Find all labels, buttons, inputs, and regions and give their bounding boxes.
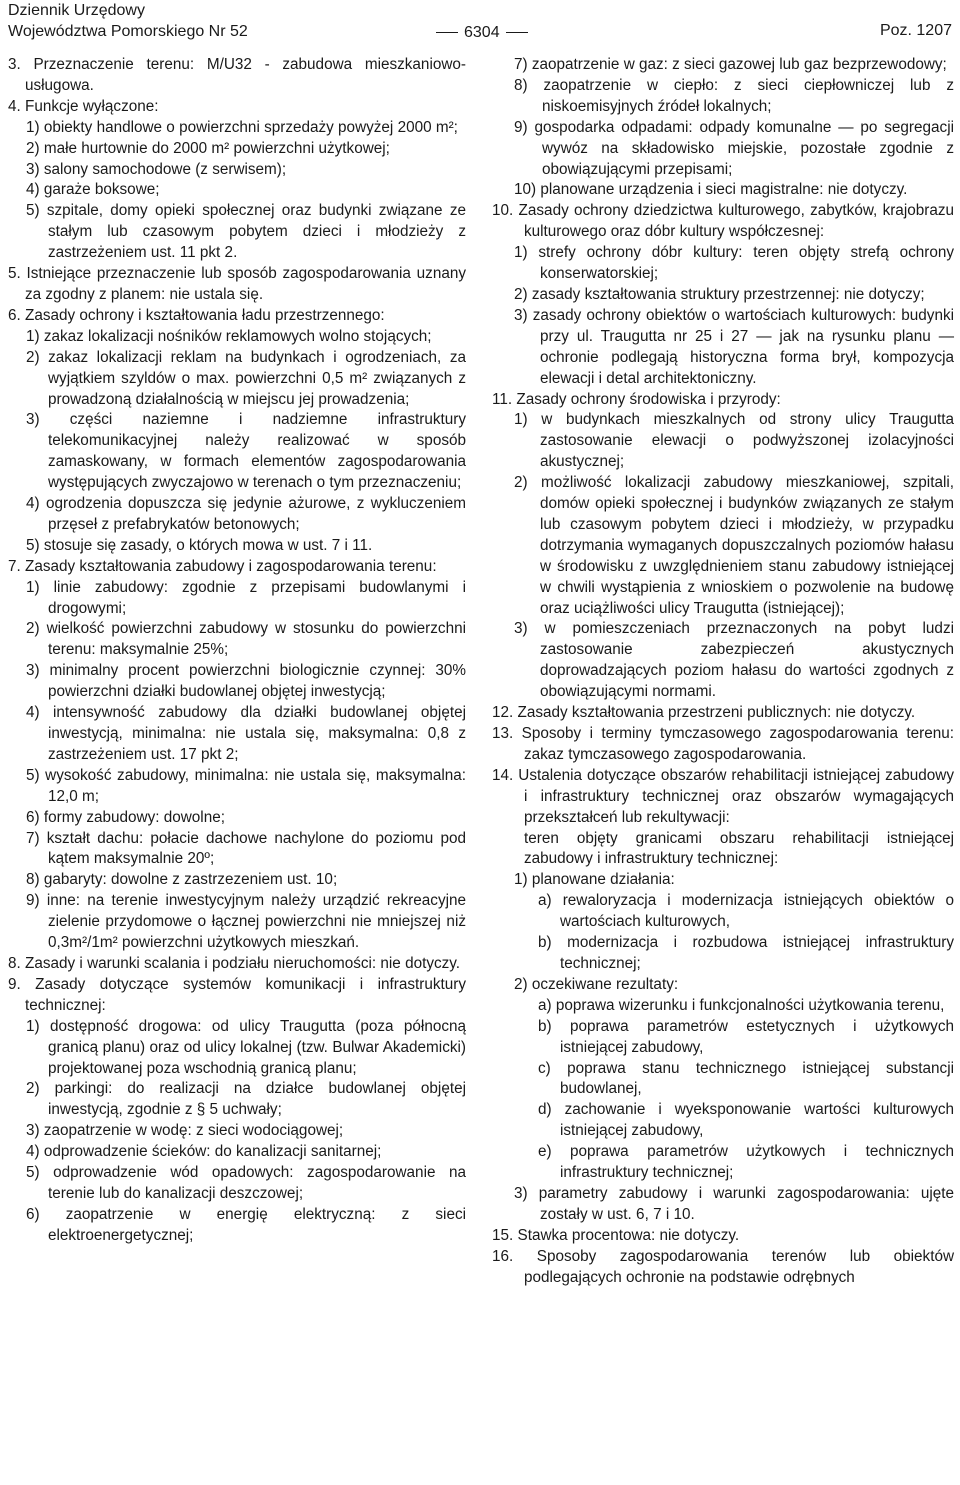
paragraph: 8) gabaryty: dowolne z zastrzezeniem ust. 10; <box>26 871 338 889</box>
paragraph: 2) wielkość powierzchni zabudowy w stosunku do powierzchni terenu: maksymalnie 25%; <box>26 620 466 659</box>
paragraph: 7. Zasady kształtowania zabudowy i zagospodarowania terenu: <box>8 557 437 575</box>
paragraph: 2) zasady kształtowania struktury przestrzennej: nie dotyczy; <box>514 285 925 303</box>
paragraph: 1) w budynkach mieszkalnych od strony ulicy Traugutta zastosowanie elewacji o podwyższonej izolacyjności akustycznej; <box>514 411 954 471</box>
paragraph: d) zachowanie i wyeksponowanie wartości kulturowych istniejącej zabudowy, <box>538 1101 954 1140</box>
paragraph: 1) obiekty handlowe o powierzchni sprzedaży powyżej 2000 m²; <box>26 118 458 136</box>
paragraph: 10) planowane urządzenia i sieci magistralne: nie dotyczy. <box>514 181 908 199</box>
paragraph: 5) odprowadzenie wód opadowych: zagospodarowanie na terenie lub do kanalizacji deszczowej; <box>26 1164 466 1202</box>
paragraph: b) poprawa parametrów estetycznych i użytkowych istniejącej zabudowy, <box>538 1017 954 1056</box>
paragraph: 9. Zasady dotyczące systemów komunikacji i infrastruktury technicznej: <box>8 975 466 1014</box>
paragraph: 2) możliwość lokalizacji zabudowy mieszkaniowej, szpitali, domów opieki społecznej i budynków związanych ze stałym lub czasowym pobytem dzieci i młodzieży, w przypadku dotrzymania wymaganych dopuszczalnych poziomów hałasu w środowisku z uwzględnieniem stanu zabudowy istniejącej w chwili wystąpienia z wnioskiem o pozwolenie na budowę oraz uciążliwości ulicy Traugutta (istniejącej); <box>514 474 954 617</box>
journal-title: Dziennik Urzędowy <box>8 2 145 19</box>
paragraph: 3. Przeznaczenie terenu: M/U32 - zabudowa mieszkaniowo-usługowa. <box>8 56 466 94</box>
paragraph: a) rewaloryzacja i modernizacja istniejących obiektów o wartościach kulturowych, <box>538 892 954 931</box>
paragraph: 7) zaopatrzenie w gaz: z sieci gazowej lub gaz bezprzewodowy; <box>514 56 947 73</box>
paragraph: 7) kształt dachu: połacie dachowe nachylone do poziomu pod kątem maksymalnie 20º; <box>26 829 466 868</box>
paragraph: teren objęty granicami obszaru rehabilitacji istniejącej zabudowy i infrastruktury technicznej: <box>524 829 954 868</box>
header-left <box>8 0 248 42</box>
paragraph: 6) formy zabudowy: dowolne; <box>26 808 225 826</box>
voivodeship-issue: Województwa Pomorskiego Nr 52 <box>8 23 248 40</box>
paragraph: 3) minimalny procent powierzchni biologicznie czynnej: 30% powierzchni działki budowlanej objętej inwestycją; <box>26 662 466 701</box>
paragraph: 2) zakaz lokalizacji reklam na budynkach i ogrodzeniach, za wyjątkiem szyldów o max. powierzchni 0,5 m² związanych z prowadzoną działalnością w miejscu jej prowadzenia; <box>26 348 466 408</box>
paragraph: 3) w pomieszczeniach przeznaczonych na pobyt ludzi zastosowanie zabezpieczeń akustycznych doprowadzających poziom hałasu do wartości zgodnych z obowiązującymi normami. <box>514 620 954 701</box>
paragraph: 3) zaopatrzenie w wodę: z sieci wodociągowej; <box>26 1122 344 1140</box>
paragraph: 2) małe hurtownie do 2000 m² powierzchni użytkowej; <box>26 139 390 157</box>
paragraph: 6. Zasady ochrony i kształtowania ładu przestrzennego: <box>8 306 385 324</box>
paragraph: b) modernizacja i rozbudowa istniejącej infrastruktury technicznej; <box>538 934 954 972</box>
paragraph: 5. Istniejące przeznaczenie lub sposób zagospodarowania uznany za zgodny z planem: nie ustala się. <box>8 265 466 303</box>
position-number: Poz. 1207 <box>879 22 952 39</box>
paragraph: 1) linie zabudowy: zgodnie z przepisami budowlanymi i drogowymi; <box>26 578 466 617</box>
paragraph: 16. Sposoby zagospodarowania terenów lub obiektów podlegających ochronie na podstawie odrębnych <box>492 1247 954 1286</box>
paragraph: 11. Zasady ochrony środowiska i przyrody: <box>492 390 781 408</box>
paragraph: c) poprawa stanu technicznego istniejącej substancji budowlanej, <box>538 1059 954 1098</box>
paragraph: 10. Zasady ochrony dziedzictwa kulturowego, zabytków, krajobrazu kulturowego oraz dóbr kultury współczesnej: <box>492 202 954 241</box>
paragraph: 5) stosuje się zasady, o których mowa w ust. 7 i 11. <box>26 536 373 554</box>
paragraph: 3) parametry zabudowy i warunki zagospodarowania: ujęte zostały w ust. 6, 7 i 10. <box>514 1184 954 1223</box>
paragraph: 8) zaopatrzenie w ciepło: z sieci ciepłowniczej lub z niskoemisyjnych źródeł lokalnych; <box>514 76 954 115</box>
paragraph: 5) szpitale, domy opieki społecznej oraz budynki związane ze stałym lub czasowym pobytem dzieci i młodzieży z zastrzeżeniem ust. 11 pkt 2. <box>26 202 466 262</box>
paragraph: 1) zakaz lokalizacji nośników reklamowych wolno stojących; <box>26 327 432 345</box>
paragraph: 6) zaopatrzenie w energię elektryczną: z sieci elektroenergetycznej; <box>26 1205 466 1244</box>
paragraph: 2) oczekiwane rezultaty: <box>514 975 679 993</box>
paragraph: 3) zasady ochrony obiektów o wartościach kulturowych: budynki przy ul. Traugutta nr 25 i 27 — jak na rysunku planu — ochronie podlegają historyczna forma brył, kompozycja elewacji i detal architektoniczny. <box>514 306 954 387</box>
paragraph: 1) dostępność drogowa: od ulicy Traugutta (poza północną granicą planu) oraz od ulicy lokalnej (tzw. Bulwar Akademicki) projektowanej poza wschodnią granicą planu; <box>26 1017 466 1077</box>
left-column <box>8 55 466 1247</box>
paragraph: 1) planowane działania: <box>514 871 675 889</box>
paragraph: 3) części naziemne i nadziemne infrastruktury telekomunikacyjnej należy realizować w sposób zamaskowany, w formach elementów zagospodarowania występujących zwyczajowo w terenach o tym przeznaczeniu; <box>26 411 466 492</box>
paragraph: 14. Ustalenia dotyczące obszarów rehabilitacji istniejącej zabudowy i infrastruktury technicznej oraz obszarów wymagających przekształceń lub rekultywacji: <box>492 766 954 826</box>
paragraph: 4. Funkcje wyłączone: <box>8 97 159 115</box>
right-column <box>492 55 954 1288</box>
paragraph: 2) parkingi: do realizacji na działce budowlanej objętej inwestycją, zgodnie z § 5 uchwały; <box>26 1080 466 1119</box>
paragraph: 4) garaże boksowe; <box>26 181 160 199</box>
paragraph: e) poprawa parametrów użytkowych i technicznych infrastruktury technicznej; <box>538 1143 954 1182</box>
paragraph: 13. Sposoby i terminy tymczasowego zagospodarowania terenu: zakaz tymczasowego zagospodarowania. <box>492 725 954 763</box>
paragraph: a) poprawa wizerunku i funkcjonalności użytkowania terenu, <box>538 996 945 1014</box>
paragraph: 8. Zasady i warunki scalania i podziału nieruchomości: nie dotyczy. <box>8 954 461 972</box>
paragraph: 12. Zasady kształtowania przestrzeni publicznych: nie dotyczy. <box>492 704 916 722</box>
paragraph: 9) gospodarka odpadami: odpady komunalne — po segregacji wywóz na składowisko miejskie, pozostałe zgodnie z obowiązującymi przepisami; <box>514 118 954 178</box>
paragraph: 4) intensywność zabudowy dla działki budowlanej objętej inwestycją, minimalna: nie ustala się, maksymalna: 0,8 z zastrzeżeniem ust. 17 pkt 2; <box>26 704 466 763</box>
page-header <box>0 0 960 44</box>
paragraph: 4) odprowadzenie ścieków: do kanalizacji sanitarnej; <box>26 1143 382 1161</box>
paragraph: 4) ogrodzenia dopuszcza się jedynie ażurowe, z wykluczeniem przęseł z prefabrykatów betonowych; <box>26 495 466 533</box>
paragraph: 9) inne: na terenie inwestycyjnym należy urządzić rekreacyjne zielenie przydomowe o łącznej powierzchni nie mniejszej niż 0,3m²/1m² powierzchni użytkowych mieszkań. <box>26 892 466 952</box>
paragraph: 5) wysokość zabudowy, minimalna: nie ustala się, maksymalna: 12,0 m; <box>26 766 466 805</box>
paragraph: 15. Stawka procentowa: nie dotyczy. <box>492 1226 740 1244</box>
paragraph: 3) salony samochodowe (z serwisem); <box>26 160 287 178</box>
page-number: 6304 <box>430 24 534 42</box>
paragraph: 1) strefy ochrony dóbr kultury: teren objęty strefą ochrony konserwatorskiej; <box>514 244 954 283</box>
